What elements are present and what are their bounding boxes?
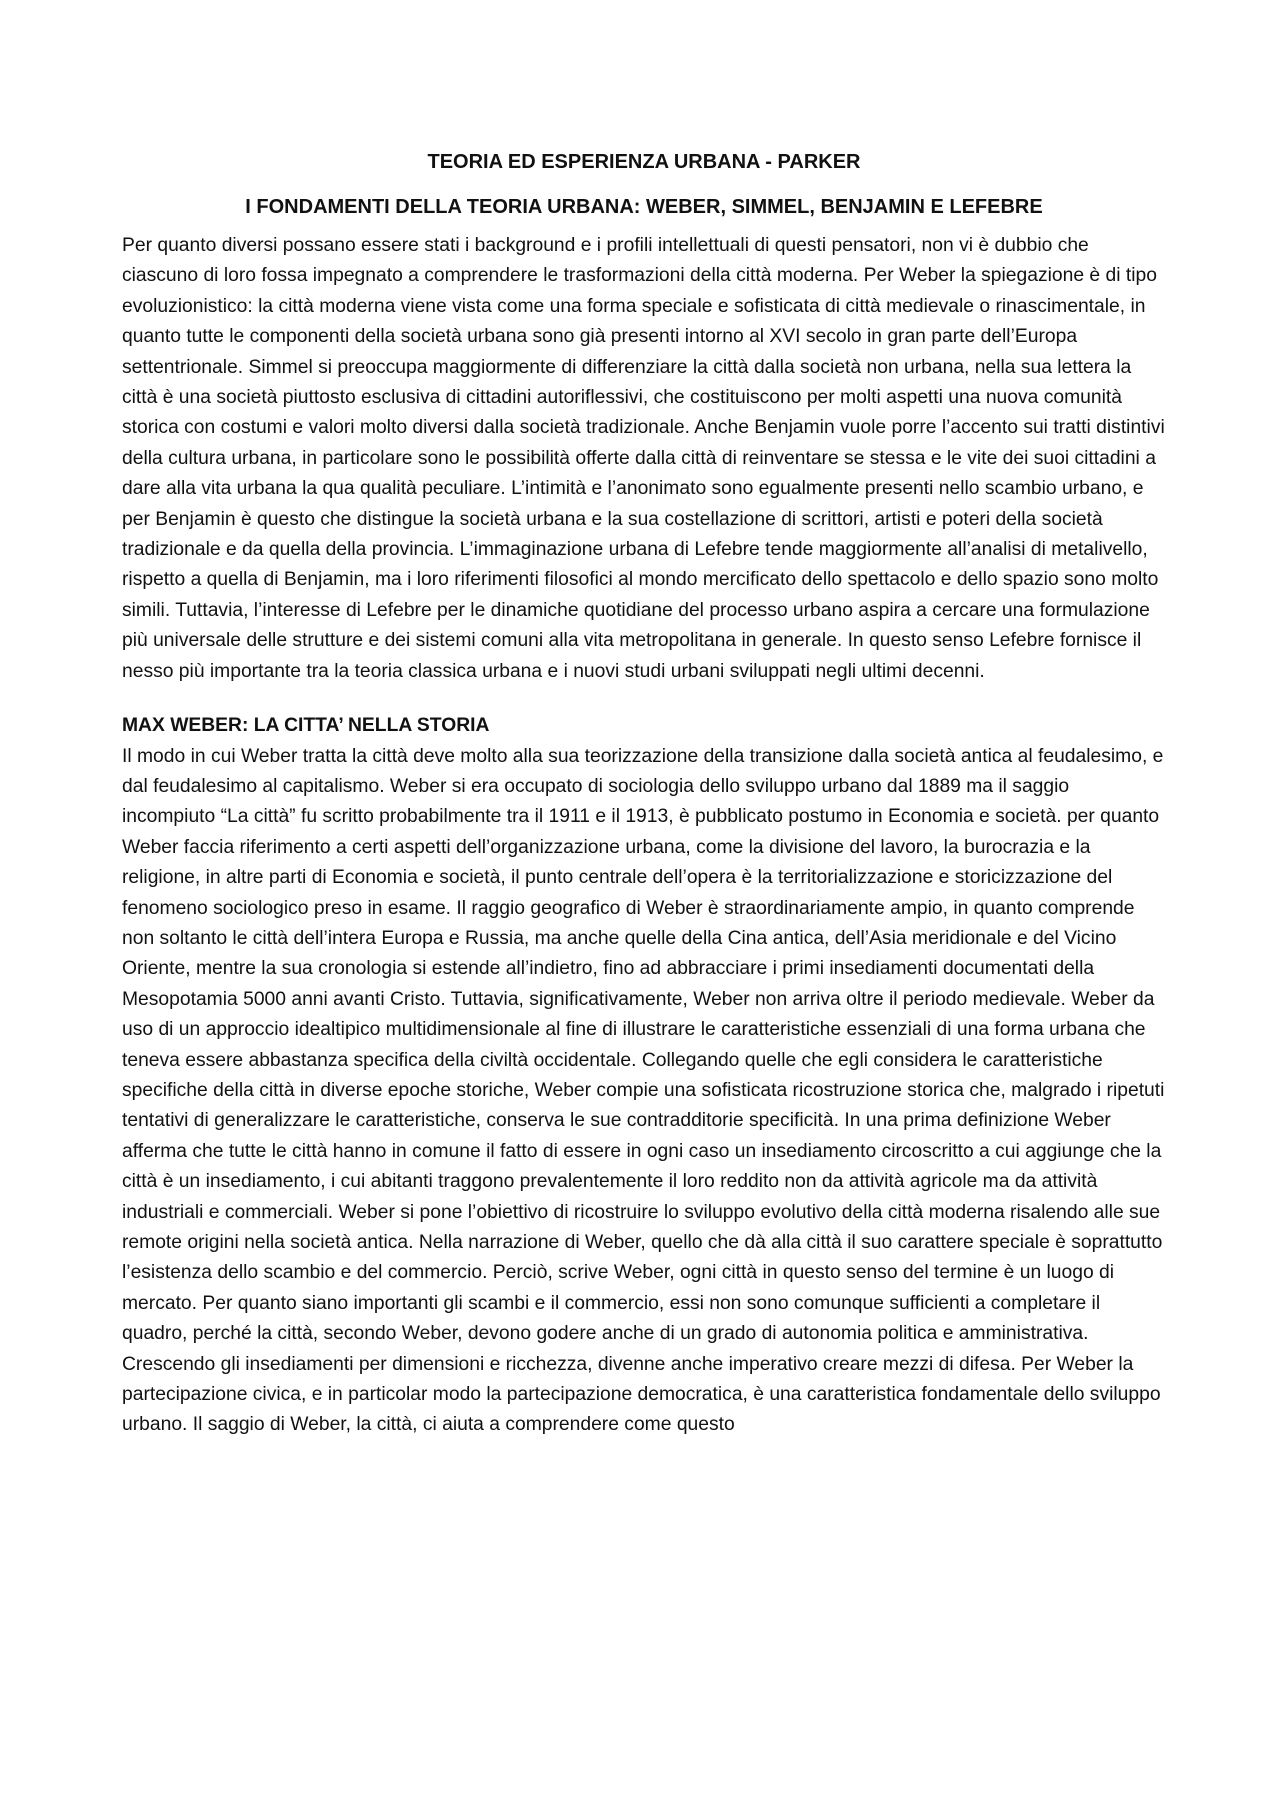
document-title: TEORIA ED ESPERIENZA URBANA - PARKER bbox=[427, 151, 861, 173]
document-page bbox=[122, 148, 1166, 1441]
document-subtitle: I FONDAMENTI DELLA TEORIA URBANA: WEBER, SIMMEL, BENJAMIN E LEFEBRE bbox=[245, 196, 1043, 218]
section-heading-weber: MAX WEBER: LA CITTA’ NELLA STORIA bbox=[122, 715, 490, 737]
intro-paragraph: Per quanto diversi possano essere stati i background e i profili intellettuali di questi pensatori, non vi è dubbio che ciascuno di loro fossa impegnato a comprendere le trasformazioni della città moderna. Per Weber la spiegazione è di tipo evoluzionistico: la città moderna viene vista come una forma speciale e sofisticata di città medievale o rinascimentale, in quanto tutte le componenti della società urbana sono già presenti intorno al XVI secolo in gran parte dell’Europa settentrionale. Simmel si preoccupa maggiormente di differenziare la città dalla società non urbana, nella sua lettera la città è una società piuttosto esclusiva di cittadini autoriflessivi, che costituiscono per molti aspetti una nuova comunità storica con costumi e valori molto diversi dalla società tradizionale. Anche Benjamin vuole porre l’accento sui tratti distintivi della cultura urbana, in particolare sono le possibilità offerte dalla città di reinventare se stessa e le vite dei suoi cittadini a dare alla vita urbana la qua qualità peculiare. L’intimità e l’anonimato sono egualmente presenti nello scambio urbano, e per Benjamin è questo che distingue la società urbana e la sua costellazione di scrittori, artisti e poteri della società tradizionale e da quella della provincia. L’immaginazione urbana di Lefebre tende maggiormente all’analisi di metalivello, rispetto a quella di Benjamin, ma i loro riferimenti filosofici al mondo mercificato dello spettacolo e dello spazio sono molto simili. Tuttavia, l’interesse di Lefebre per le dinamiche quotidiane del processo urbano aspira a cercare una formulazione più universale delle strutture e dei sistemi comuni alla vita metropolitana in generale. In questo senso Lefebre fornisce il nesso più importante tra la teoria classica urbana e i nuovi studi urbani sviluppati negli ultimi decenni. bbox=[122, 235, 1165, 682]
weber-paragraph: Il modo in cui Weber tratta la città deve molto alla sua teorizzazione della transizione dalla società antica al feudalesimo, e dal feudalesimo al capitalismo. Weber si era occupato di sociologia dello sviluppo urbano dal 1889 ma il saggio incompiuto “La città” fu scritto probabilmente tra il 1911 e il 1913, è pubblicato postumo in Economia e società. per quanto Weber faccia riferimento a certi aspetti dell’organizzazione urbana, come la divisione del lavoro, la burocrazia e la religione, in altre parti di Economia e società, il punto centrale dell’opera è la territorializzazione e storicizzazione del fenomeno sociologico preso in esame. Il raggio geografico di Weber è straordinariamente ampio, in quanto comprende non soltanto le città dell’intera Europa e Russia, ma anche quelle della Cina antica, dell’Asia meridionale e del Vicino Oriente, mentre la sua cronologia si estende all’indietro, fino ad abbracciare i primi insediamenti documentati della Mesopotamia 5000 anni avanti Cristo. Tuttavia, significativamente, Weber non arriva oltre il periodo medievale. Weber da uso di un approccio idealtipico multidimensionale al fine di illustrare le caratteristiche essenziali di una forma urbana che teneva essere abbastanza specifica della civiltà occidentale. Collegando quelle che egli considera le caratteristiche specifiche della città in diverse epoche storiche, Weber compie una sofisticata ricostruzione storica che, malgrado i ripetuti tentativi di generalizzare le caratteristiche, conserva le sue contradditorie specificità. In una prima definizione Weber afferma che tutte le città hanno in comune il fatto di essere in ogni caso un insediamento circoscritto a cui aggiunge che la città è un insediamento, i cui abitanti traggono prevalentemente il loro reddito non da attività agricole ma da attività industriali e commerciali. Weber si pone l’obiettivo di ricostruire lo sviluppo evolutivo della città moderna risalendo alle sue remote origini nella società antica. Nella narrazione di Weber, quello che dà alla città il suo carattere speciale è soprattutto l’esistenza dello scambio e del commercio. Perciò, scrive Weber, ogni città in questo senso del termine è un luogo di mercato. Per quanto siano importanti gli scambi e il commercio, essi non sono comunque sufficienti a completare il quadro, perché la città, secondo Weber, devono godere anche di un grado di autonomia politica e amministrativa. Crescendo gli insediamenti per dimensioni e ricchezza, divenne anche imperativo creare mezzi di difesa. Per Weber la partecipazione civica, e in particolar modo la partecipazione democratica, è una caratteristica fondamentale dello sviluppo urbano. Il saggio di Weber, la città, ci aiuta a comprendere come questo bbox=[122, 745, 1165, 1436]
